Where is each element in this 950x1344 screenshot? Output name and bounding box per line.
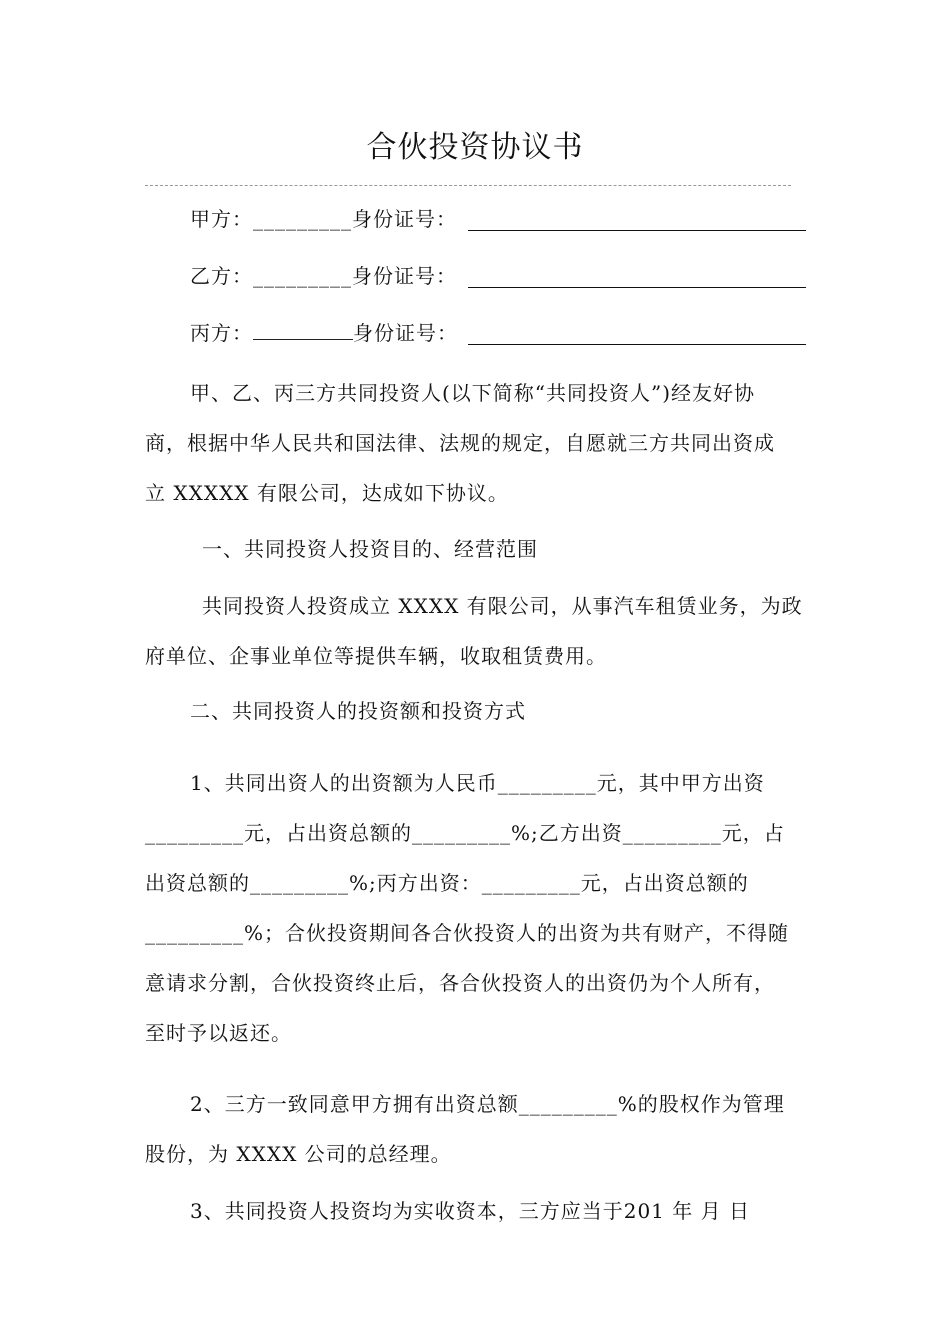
party-b-name-blank[interactable]: _________ [253, 264, 352, 288]
document-title: 合伙投资协议书 [366, 130, 584, 165]
party-b-line [190, 260, 457, 289]
party-a-label: 甲方： [190, 207, 253, 231]
section2-heading: 二、共同投资人的投资额和投资方式 [190, 699, 526, 723]
section1-line-1: 共同投资人投资成立 XXXX 有限公司，从事汽车租赁业务，为政 [202, 594, 803, 618]
party-a-id-label: 身份证号： [352, 207, 457, 231]
item2-line-2: 股份，为 XXXX 公司的总经理。 [145, 1142, 452, 1166]
party-c-name-field[interactable] [253, 325, 353, 340]
item1-line-6: 至时予以返还。 [145, 1021, 292, 1045]
party-c-line [190, 317, 458, 346]
title-divider [145, 185, 791, 186]
party-a-name-blank[interactable]: _________ [253, 207, 352, 231]
intro-line-3: 立 XXXXX 有限公司，达成如下协议。 [145, 481, 509, 505]
item1-line-2: _________元，占出资总额的_________%;乙方出资_________元，占 [145, 821, 785, 845]
section1-line-2: 府单位、企事业单位等提供车辆，收取租赁费用。 [145, 644, 607, 668]
party-c-label: 丙方： [190, 321, 253, 345]
party-a-id-field[interactable] [468, 230, 806, 231]
item1-line-4: _________%；合伙投资期间各合伙投资人的出资为共有财产，不得随 [145, 921, 790, 945]
section1-heading: 一、共同投资人投资目的、经营范围 [202, 537, 538, 561]
party-c-id-field[interactable] [468, 344, 806, 345]
party-c-id-label: 身份证号： [353, 321, 458, 345]
intro-line-1: 甲、乙、丙三方共同投资人(以下简称“共同投资人”)经友好协 [190, 381, 756, 405]
party-a-line [190, 203, 457, 232]
item2-line-1: 2、三方一致同意甲方拥有出资总额_________%的股权作为管理 [190, 1092, 785, 1116]
party-b-label: 乙方： [190, 264, 253, 288]
intro-line-2: 商，根据中华人民共和国法律、法规的规定，自愿就三方共同出资成 [145, 431, 775, 455]
item3-line-1: 3、共同投资人投资均为实收资本，三方应当于201 年 月 日 [190, 1199, 750, 1223]
party-b-id-label: 身份证号： [352, 264, 457, 288]
party-b-id-field[interactable] [468, 287, 806, 288]
item1-line-3: 出资总额的_________%;丙方出资：_________元，占出资总额的 [145, 871, 749, 895]
item1-line-5: 意请求分割，合伙投资终止后，各合伙投资人的出资仍为个人所有， [145, 971, 775, 995]
item1-line-1: 1、共同出资人的出资额为人民币_________元，其中甲方出资 [190, 771, 765, 795]
